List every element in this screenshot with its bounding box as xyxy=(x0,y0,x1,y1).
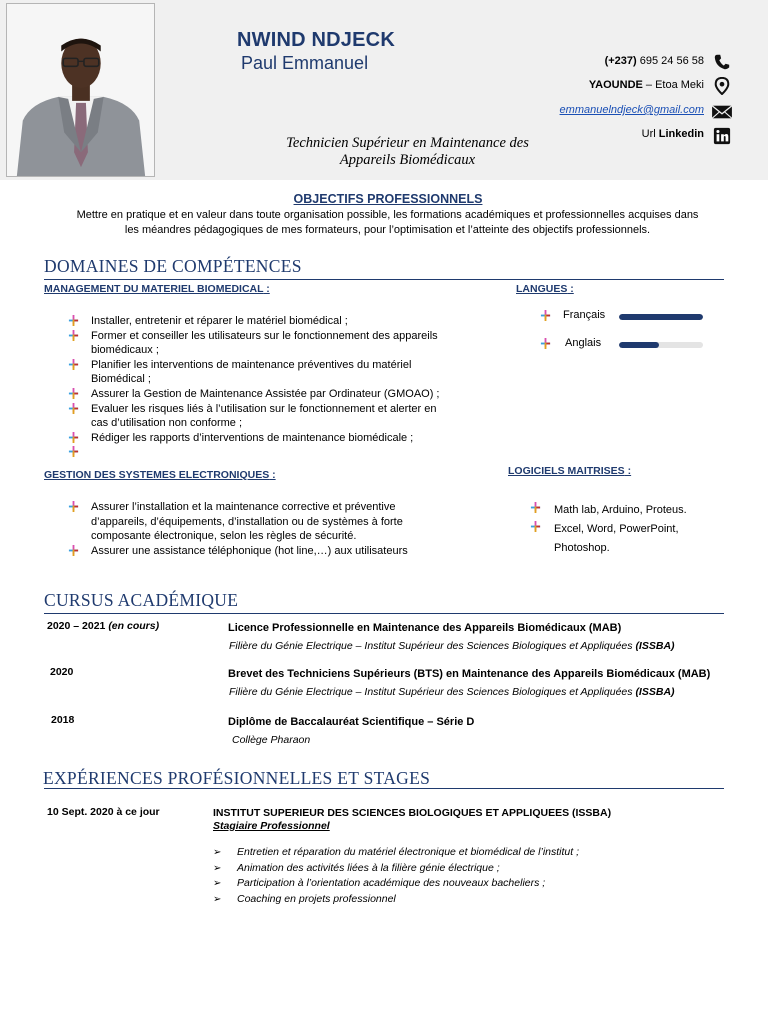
experience-date: 10 Sept. 2020 à ce jour xyxy=(47,806,160,818)
software-list xyxy=(530,501,730,558)
bullet-icon xyxy=(68,359,79,370)
experience-task-list xyxy=(213,845,579,908)
list-item-text: Math lab, Arduino, Proteus. xyxy=(554,504,687,516)
bullet-icon xyxy=(68,315,79,326)
bullet-icon xyxy=(540,310,551,321)
bullet-icon xyxy=(68,388,79,399)
education-date xyxy=(51,714,74,726)
phone-number: 695 24 56 58 xyxy=(636,55,704,67)
list-item xyxy=(68,500,468,544)
language-level-fill xyxy=(619,314,703,320)
job-title xyxy=(230,135,585,169)
list-item-text: Assurer l’installation et la maintenance corrective et préventive xyxy=(91,501,396,513)
arrow-bullet-icon: ➢ xyxy=(213,862,222,874)
profile-photo xyxy=(6,3,155,177)
envelope-icon xyxy=(711,103,733,121)
arrow-bullet-icon: ➢ xyxy=(213,894,222,906)
list-item-text xyxy=(91,445,478,460)
education-date-text: 2020 – 2021 xyxy=(47,620,109,632)
education-degree: Brevet des Techniciens Supérieurs (BTS) en Maintenance des Appareils Biomédicaux (MAB) xyxy=(228,668,711,680)
skills-section-title: DOMAINES DE COMPÉTENCES xyxy=(44,256,302,276)
list-item xyxy=(68,445,478,460)
list-item-text: Assurer la Gestion de Maintenance Assistée par Ordinateur (GMOAO) ; xyxy=(91,387,440,400)
experience-task-text: Animation des activités liées à la filière génie électrique ; xyxy=(237,861,500,874)
linkedin-link[interactable] xyxy=(642,128,704,140)
phone-text xyxy=(605,55,704,67)
list-item xyxy=(68,358,478,387)
list-item-text: biomédicaux ; xyxy=(91,344,159,357)
list-item xyxy=(68,314,478,329)
objectives-text xyxy=(40,208,735,238)
list-item-text: composante électronique, selon les règles de sécurité. xyxy=(91,530,357,543)
linkedin-label: Linkedin xyxy=(658,128,704,140)
linkedin-icon xyxy=(711,127,733,145)
list-item xyxy=(530,501,730,520)
bullet-icon xyxy=(530,502,541,513)
experience-task xyxy=(213,845,579,861)
education-date-note: (en cours) xyxy=(108,620,160,632)
language-name: Français xyxy=(563,309,606,321)
list-item-text: cas d’utilisation non conforme ; xyxy=(91,417,243,430)
section-divider xyxy=(44,279,724,280)
education-section-title: CURSUS ACADÉMIQUE xyxy=(44,590,239,610)
objectives-line: Mettre en pratique et en valeur dans toute organisation possible, les formations académiques et professionnelles acquises dans xyxy=(76,209,699,221)
list-item xyxy=(68,329,478,358)
linkedin-prefix: Url xyxy=(641,128,659,140)
education-school-text: Filière du Génie Electrique – Institut Supérieur des Sciences Biologiques et Appliquées xyxy=(229,686,636,698)
software-subtitle: LOGICIELS MAITRISES : xyxy=(508,465,632,477)
language-level-bar xyxy=(619,314,703,320)
education-date xyxy=(50,666,73,678)
education-school-abbr: (ISSBA) xyxy=(635,686,675,698)
list-item-text: d’appareils, d’équipements, d’installation ou de systèmes à forte xyxy=(91,515,403,528)
district: – Etoa Meki xyxy=(642,79,704,91)
management-subtitle-text: MANAGEMENT DU MATERIEL BIOMEDICAL xyxy=(44,283,264,295)
education-degree: Licence Professionnelle en Maintenance des Appareils Biomédicaux (MAB) xyxy=(228,622,622,634)
list-item xyxy=(530,520,730,558)
education-date xyxy=(47,620,159,632)
list-item-text: Former et conseiller les utilisateurs sur le fonctionnement des appareils xyxy=(91,329,438,342)
bullet-icon xyxy=(68,330,79,341)
language-name: Anglais xyxy=(565,337,602,349)
languages-subtitle-text: LANGUES xyxy=(516,283,568,295)
job-title-line: Technicien Supérieur en Maintenance des xyxy=(286,135,529,151)
language-level-bar xyxy=(619,342,703,348)
bullet-icon xyxy=(530,521,541,532)
list-item-text: Excel, Word, PowerPoint, xyxy=(554,523,679,535)
last-name: NWIND NDJECK xyxy=(237,29,395,51)
job-title-line: Appareils Biomédicaux xyxy=(339,152,476,168)
list-item-text: Assurer une assistance téléphonique (hot line,…) aux utilisateurs xyxy=(91,544,408,557)
list-item-text: Rédiger les rapports d’interventions de maintenance biomédicale ; xyxy=(91,431,414,444)
management-subtitle: MANAGEMENT DU MATERIEL BIOMEDICAL : xyxy=(44,283,270,295)
experience-section-title: EXPÉRIENCES PROFÉSIONNELLES ET STAGES xyxy=(43,768,431,788)
electronics-subtitle-text: GESTION DES SYSTEMES ELECTRONIQUES xyxy=(44,469,270,481)
address-text xyxy=(589,79,704,91)
email-link[interactable]: emmanuelndjeck@gmail.com xyxy=(559,104,704,116)
language-level-fill xyxy=(619,342,659,348)
experience-task xyxy=(213,861,579,877)
experience-task-text: Entretien et réparation du matériel électronique et biomédical de l’institut ; xyxy=(237,846,580,858)
list-item-text: Planifier les interventions de maintenance préventives du matériel xyxy=(91,358,412,371)
education-school-text: Filière du Génie Electrique – Institut Supérieur des Sciences Biologiques et Appliquées xyxy=(229,640,636,652)
arrow-bullet-icon: ➢ xyxy=(213,847,222,858)
phone-prefix: (+237) xyxy=(604,55,637,67)
bullet-icon xyxy=(540,338,551,349)
arrow-bullet-icon: ➢ xyxy=(213,878,222,890)
education-degree: Diplôme de Baccalauréat Scientifique – Série D xyxy=(228,716,475,728)
languages-subtitle: LANGUES : xyxy=(516,283,574,295)
bullet-icon xyxy=(68,403,79,414)
list-item-text: Installer, entretenir et réparer le matériel biomédical ; xyxy=(91,315,348,327)
experience-organization: INSTITUT SUPERIEUR DES SCIENCES BIOLOGIQUES ET APPLIQUEES (ISSBA) xyxy=(213,807,612,819)
list-item xyxy=(68,431,478,446)
list-item-text: Evaluer les risques liés à l’utilisation sur le fonctionnement et alerter en xyxy=(91,402,437,415)
city: YAOUNDE xyxy=(588,79,643,91)
education-date-text: 2018 xyxy=(51,714,75,726)
bullet-icon xyxy=(68,446,79,457)
education-date-text: 2020 xyxy=(50,666,74,678)
experience-role: Stagiaire Professionnel xyxy=(213,820,330,832)
bullet-icon xyxy=(68,501,79,512)
objectives-line: les méandres pédagogiques de mes formateurs, pour l’optimisation et l’atteinte des objectifs professionnels. xyxy=(124,224,651,236)
education-school-abbr: (ISSBA) xyxy=(635,640,675,652)
list-item xyxy=(68,387,478,402)
location-pin-icon xyxy=(711,77,733,95)
list-item-text: Biomédical ; xyxy=(91,373,151,386)
list-item xyxy=(68,544,468,559)
software-subtitle-text: LOGICIELS MAITRISES xyxy=(508,465,625,477)
electronics-list xyxy=(68,500,468,558)
experience-task xyxy=(213,892,579,908)
experience-task xyxy=(213,876,579,892)
list-item xyxy=(68,402,478,431)
phone-icon xyxy=(711,53,733,71)
experience-task-text: Coaching en projets professionnel xyxy=(237,893,396,906)
education-school xyxy=(229,640,675,652)
bullet-icon xyxy=(68,432,79,443)
objectives-title: OBJECTIFS PROFESSIONNELS xyxy=(293,192,483,206)
first-name: Paul Emmanuel xyxy=(241,53,369,73)
experience-task-text: Participation à l’orientation académique des nouveaux bacheliers ; xyxy=(237,877,546,890)
education-school xyxy=(229,686,675,698)
management-list xyxy=(68,314,478,460)
electronics-subtitle: GESTION DES SYSTEMES ELECTRONIQUES : xyxy=(44,469,276,481)
education-school-text: Collège Pharaon xyxy=(232,734,311,746)
section-divider xyxy=(44,788,724,789)
section-divider xyxy=(44,613,724,614)
list-item-text: Photoshop. xyxy=(554,542,610,554)
education-school xyxy=(232,734,310,746)
bullet-icon xyxy=(68,545,79,556)
